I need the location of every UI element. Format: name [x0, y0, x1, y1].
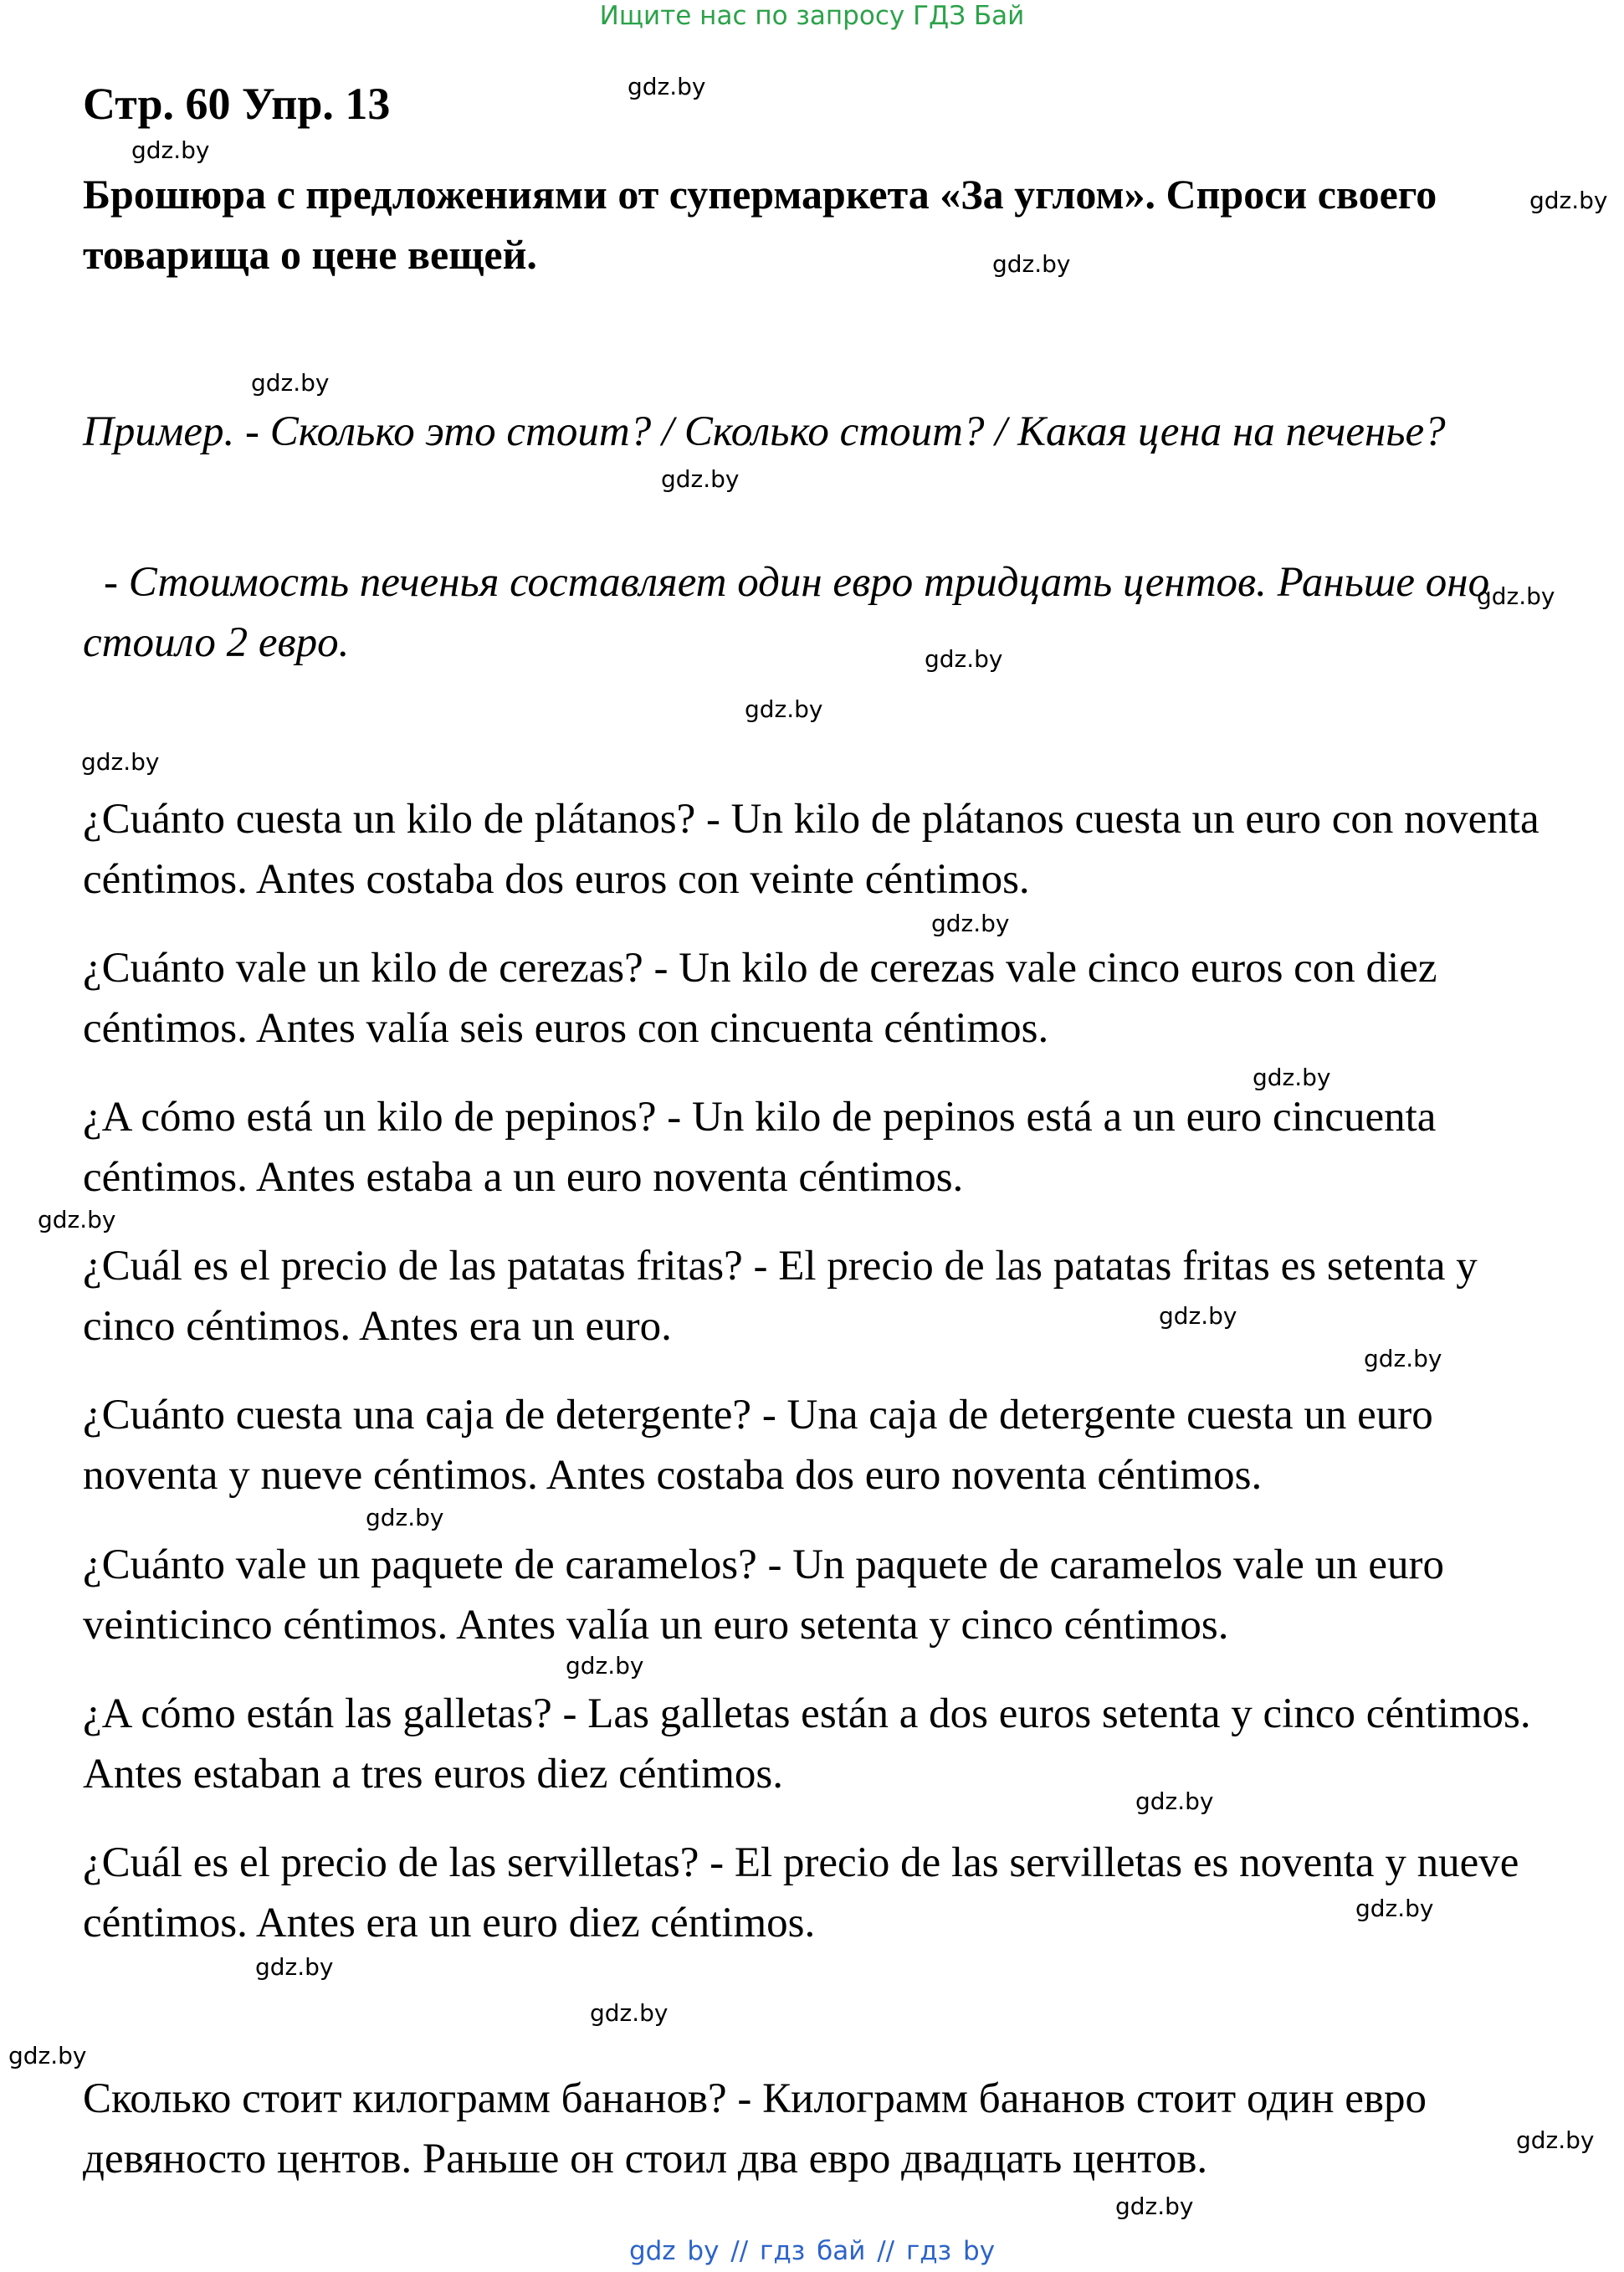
- watermark: gdz.by: [1253, 1064, 1331, 1091]
- example-answer: - Стоимость печенья составляет один евро тридцать центов. Раньше оно стоило 2 евро.: [83, 559, 1490, 666]
- example-question: Пример. - Сколько это стоит? / Сколько стоит? / Какая цена на печенье?: [83, 408, 1446, 455]
- watermark: gdz.by: [931, 910, 1010, 937]
- dialogue-candies: ¿Cuánto vale un paquete de caramelos? - Un paquete de caramelos vale un euro veinticinco céntimos. Antes valía un euro setenta y cinco céntimos.: [83, 1541, 1445, 1649]
- watermark: gdz.by: [1355, 1895, 1434, 1922]
- dialogue-detergent: ¿Cuánto cuesta una caja de detergente? - Una caja de detergente cuesta un euro noventa y nueve céntimos. Antes costaba dos euro noventa céntimos.: [83, 1392, 1433, 1499]
- watermark: gdz.by: [992, 250, 1071, 278]
- watermark: gdz.by: [1477, 582, 1555, 610]
- watermark: gdz.by: [38, 1206, 116, 1233]
- watermark: gdz.by: [1516, 2126, 1595, 2154]
- watermark: gdz.by: [131, 136, 210, 164]
- dialogue-cucumbers: ¿A cómo está un kilo de pepinos? - Un kilo de pepinos está a un euro cincuenta céntimos. Antes estaba a un euro noventa céntimos.: [83, 1094, 1437, 1201]
- dialogue-bananas: ¿Cuánto cuesta un kilo de plátanos? - Un kilo de plátanos cuesta un euro con noventa céntimos. Antes costaba dos euros con veinte céntimos.: [83, 796, 1539, 903]
- page-heading: Стр. 60 Упр. 13: [83, 79, 391, 129]
- watermark: gdz.by: [566, 1652, 644, 1680]
- dialogue-cookies: ¿A cómo están las galletas? - Las galletas están a dos euros setenta y cinco céntimos. Antes estaban a tres euros diez céntimos.: [83, 1690, 1531, 1798]
- watermark: gdz.by: [1159, 1302, 1237, 1330]
- watermark: gdz.by: [1115, 2193, 1194, 2220]
- dialogue-napkins: ¿Cuál es el precio de las servilletas? - El precio de las servilletas es noventa y nueve céntimos. Antes era un euro diez céntimos.: [83, 1839, 1519, 1946]
- watermark: gdz.by: [1364, 1345, 1442, 1372]
- watermark: gdz.by: [251, 369, 330, 397]
- watermark: gdz.by: [628, 73, 706, 100]
- dialogue-fries: ¿Cuál es el precio de las patatas fritas? - El precio de las patatas fritas es setenta y cinco céntimos. Antes era un euro.: [83, 1243, 1478, 1350]
- watermark: gdz.by: [925, 645, 1003, 673]
- top-search-banner: Ищите нас по запросу ГДЗ Бай: [599, 1, 1025, 31]
- watermark: gdz.by: [81, 748, 160, 776]
- dialogue-cherries: ¿Cuánto vale un kilo de cerezas? - Un kilo de cerezas vale cinco euros con diez céntimos. Antes valía seis euros con cincuenta céntimos.: [83, 945, 1437, 1052]
- watermark: gdz.by: [661, 465, 740, 493]
- watermark: gdz.by: [255, 1953, 334, 1981]
- watermark: gdz.by: [8, 2042, 87, 2069]
- watermark: gdz.by: [366, 1504, 444, 1531]
- watermark: gdz.by: [590, 1999, 669, 2027]
- watermark: gdz.by: [1529, 187, 1608, 214]
- exercise-task: Брошюра с предложениями от супермаркета «За углом». Спроси своего товарища о цене вещей.: [83, 171, 1437, 278]
- russian-translation: Сколько стоит килограмм бананов? - Килограмм бананов стоит один евро девяносто центов. Раньше он стоил два евро двадцать центов.: [83, 2075, 1427, 2182]
- watermark: gdz.by: [1135, 1787, 1214, 1815]
- bottom-site-banner: gdz by // гдз бай // гдз by: [628, 2236, 996, 2266]
- watermark: gdz.by: [745, 695, 823, 723]
